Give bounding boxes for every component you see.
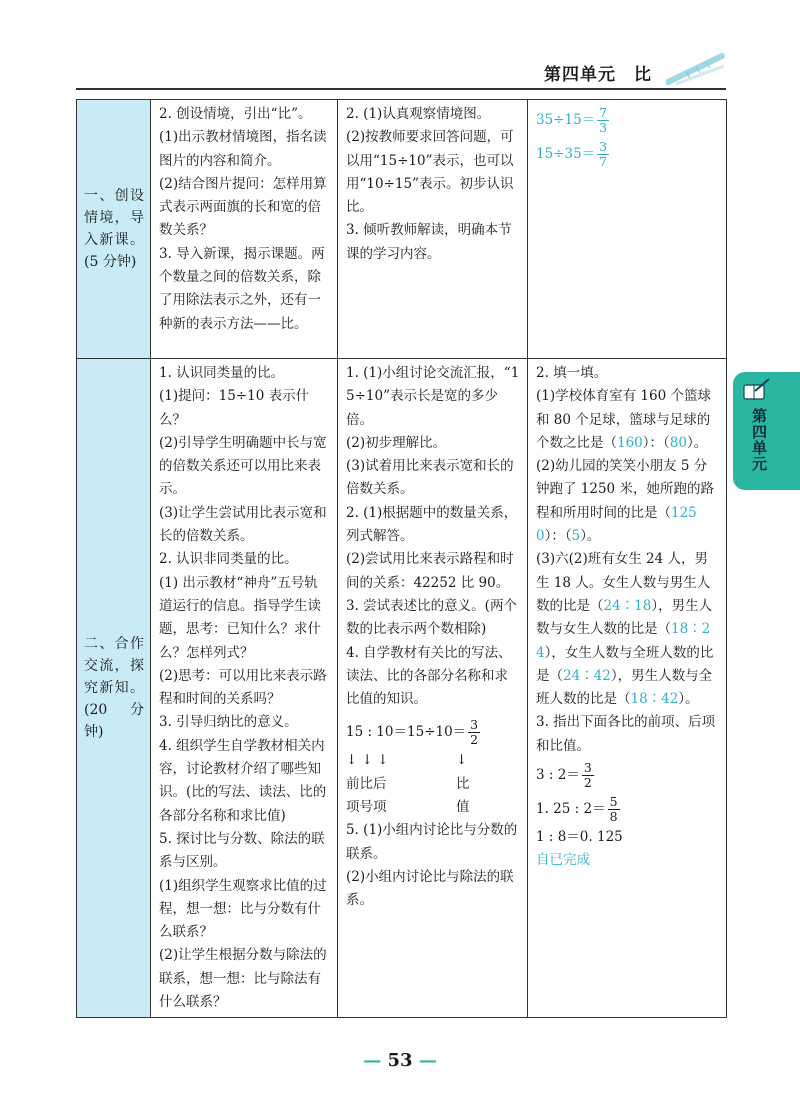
- footer-dash: —: [418, 1050, 437, 1071]
- numerator: 7: [599, 105, 608, 120]
- student-activity-cell: [338, 100, 528, 359]
- text-line: (2)结合图片提问：怎样用算式表示两面旗的长和宽的倍数关系？: [159, 175, 327, 239]
- label: 比: [359, 775, 373, 792]
- notes-cell: [528, 100, 727, 359]
- student-activity-cell: [338, 359, 528, 1018]
- arrow-row: [346, 749, 520, 772]
- arrow-last: ↓: [456, 752, 468, 769]
- text-line: (2)引导学生明确题中长与宽的倍数关系还可以用比来表示。: [159, 434, 327, 498]
- question: [536, 385, 719, 455]
- denominator: 2: [583, 775, 592, 791]
- stage-line: 情境，导: [84, 210, 144, 226]
- text-line: 5. (1)小组内讨论比与分数的联系。: [346, 822, 518, 862]
- stage-cell: [77, 359, 151, 1018]
- teacher-activity-cell: [151, 359, 338, 1018]
- label-row: [346, 796, 520, 819]
- label: 项号项: [346, 799, 387, 816]
- q-text: ），女生人数与全班人数的比是（: [536, 644, 714, 684]
- footer-dash: —: [363, 1050, 382, 1071]
- text-line: (2)尝试用比来表示路程和时间的关系：42252 比 90。: [346, 551, 514, 591]
- text-line: 3. 倾听教师解读，明确本节课的学习内容。: [346, 222, 512, 262]
- text-line: 4. 组织学生自学教材相关内容，讨论教材介绍了哪些知识。(比的写法、读法、比的各部分名称和求比值): [159, 737, 327, 824]
- answer: 24∶18: [603, 597, 652, 614]
- q-text: ）。: [686, 434, 708, 451]
- fraction: [468, 718, 480, 747]
- question: [536, 548, 719, 711]
- arrows: ↓ ↓ ↓: [346, 752, 389, 769]
- text-line: (3)试着用比来表示宽和长的倍数关系。: [346, 458, 514, 498]
- numerator: 5: [609, 794, 618, 810]
- page-header-title: 第四单元 比: [544, 65, 652, 85]
- question: [536, 455, 719, 548]
- text-line: 2. 创设情境，引出“比”。: [159, 106, 312, 122]
- numerator: 3: [583, 760, 592, 776]
- q-text: (2)幼儿园的笑笑小朋友 5 分钟跑了 1250 米，她所跑的路程和所用时间的比是（: [536, 458, 714, 521]
- eq-left: 1. 25 : 2＝: [536, 801, 606, 818]
- stage-cell: [77, 100, 151, 359]
- denominator: 8: [609, 809, 618, 825]
- answer: 5: [571, 528, 581, 545]
- stage-line: 究新知。: [84, 680, 144, 697]
- text-line: (2)按教师要求回答问题，可以用“15÷10”表示，也可以用“10÷15”表示。初步认识比。: [346, 129, 514, 216]
- equation: [536, 758, 719, 792]
- label: 后: [373, 775, 387, 792]
- equation: 1 : 8＝0. 125: [536, 829, 623, 846]
- ratio-equation: [346, 715, 520, 749]
- text-line: 1. (1)小组讨论交流汇报，“15÷10”表示长是宽的多少倍。: [346, 365, 520, 428]
- answer: 18∶24: [536, 621, 711, 661]
- eq-left: 15 : 10＝15÷10＝: [346, 724, 467, 741]
- q-text: (1)学校体育室有 160 个篮球和 80 个足球，篮球与足球的个数之比是（: [536, 388, 711, 451]
- text-line: 1. 认识同类量的比。: [159, 365, 285, 381]
- table-row: [77, 359, 727, 1018]
- equation: [536, 792, 719, 826]
- table-row: [77, 100, 727, 359]
- text-line: (2)让学生根据分数与除法的联系，想一想：比与除法有什么联系？: [159, 947, 327, 1011]
- text-line: (3)让学生尝试用比表示宽和长的倍数关系。: [159, 504, 327, 545]
- equation: [536, 137, 719, 171]
- numerator: 3: [470, 717, 479, 733]
- text-line: 3. 尝试表述比的意义。(两个数的比表示两个数相除): [346, 597, 517, 638]
- pencil-ruler-icon: [666, 52, 726, 86]
- text-line: 4. 自学教材有关比的写法、读法、比的各部分名称和求比值的知识。: [346, 644, 512, 708]
- stage-line: 一、创设: [84, 188, 144, 204]
- stage-line: 入新课。: [84, 232, 144, 248]
- text-line: 2. (1)根据题中的数量关系，列式解答。: [346, 504, 518, 545]
- lesson-plan-table: [76, 99, 727, 1018]
- answer: 1250: [536, 504, 697, 545]
- label: 值: [456, 799, 470, 816]
- answer: 18∶42: [630, 691, 679, 708]
- equation: [536, 103, 719, 137]
- fraction: [597, 140, 609, 169]
- eq-left: 35÷15＝: [536, 112, 596, 128]
- answer: 24∶42: [563, 667, 611, 684]
- label: 比: [456, 775, 470, 792]
- text-line: 2. (1)认真观察情境图。: [346, 106, 491, 122]
- text-line: 3. 导入新课，揭示课题。两个数量之间的倍数关系，除了用除法表示之外，还有一种新的表示方法——比。: [159, 245, 325, 332]
- q-text: ），男生人数与全班人数的比是（: [536, 667, 713, 708]
- numerator: 3: [599, 139, 608, 154]
- text-line: (2)小组内讨论比与除法的联系。: [346, 868, 514, 909]
- side-tab-text: 第四单元: [750, 408, 768, 472]
- teacher-activity-cell: [151, 100, 338, 359]
- stage-line: (5 分钟): [84, 254, 137, 270]
- book-pencil-icon: [741, 377, 771, 403]
- text-line: (1)出示教材情境图，指名读图片的内容和简介。: [159, 129, 327, 169]
- stage-line: 二、合作: [84, 636, 144, 653]
- text-line: 3. 指出下面各比的前项、后项和比值。: [536, 714, 716, 754]
- answer: 160: [617, 434, 643, 451]
- text-line: (1)提问：15÷10 表示什么？: [159, 388, 310, 428]
- q-text: ），男生人数与女生人数的比是（: [536, 597, 713, 638]
- answer: 80: [669, 434, 687, 451]
- self-complete-note: 自已完成: [536, 852, 590, 869]
- page-number: 53: [387, 1050, 413, 1071]
- fraction: [608, 795, 620, 824]
- stage-line: 交流，探: [84, 658, 144, 675]
- q-text: ）。: [678, 691, 699, 708]
- eq-left: 15÷35＝: [536, 146, 596, 162]
- q-text: ）：（: [544, 528, 572, 545]
- text-line: 2. 认识非同类量的比。: [159, 551, 298, 568]
- stage-line: (20 分钟): [84, 702, 144, 741]
- q-text: (3)六(2)班有女生 24 人，男生 18 人。女生人数与男生人数的比是（: [536, 551, 711, 614]
- page-footer: [0, 1050, 800, 1071]
- q-text: ）：（: [642, 434, 670, 451]
- fraction: [582, 761, 594, 790]
- text-line: 3. 引导归纳比的意义。: [159, 714, 298, 731]
- text-line: (1) 出示教材“神舟”五号轨道运行的信息。指导学生读题，思考：已知什么？求什么？怎样列式？: [159, 574, 321, 661]
- label-row: [346, 773, 520, 796]
- text-line: (1)组织学生观察求比值的过程，想一想：比与分数有什么联系？: [159, 877, 327, 941]
- denominator: 7: [599, 154, 608, 169]
- text-line: 2. 填一填。: [536, 365, 608, 381]
- eq-left: 3 : 2＝: [536, 767, 580, 784]
- notes-cell: [528, 359, 727, 1018]
- fraction: [597, 106, 609, 135]
- denominator: 3: [599, 120, 608, 135]
- text-line: (2)思考：可以用比来表示路程和时间的关系吗？: [159, 667, 327, 708]
- label: 前: [346, 775, 360, 792]
- header-rule: [76, 88, 726, 90]
- text-line: 5. 探讨比与分数、除法的联系与区别。: [159, 830, 325, 871]
- text-line: (2)初步理解比。: [346, 434, 447, 451]
- q-text: ）。: [580, 528, 601, 545]
- denominator: 2: [470, 732, 479, 748]
